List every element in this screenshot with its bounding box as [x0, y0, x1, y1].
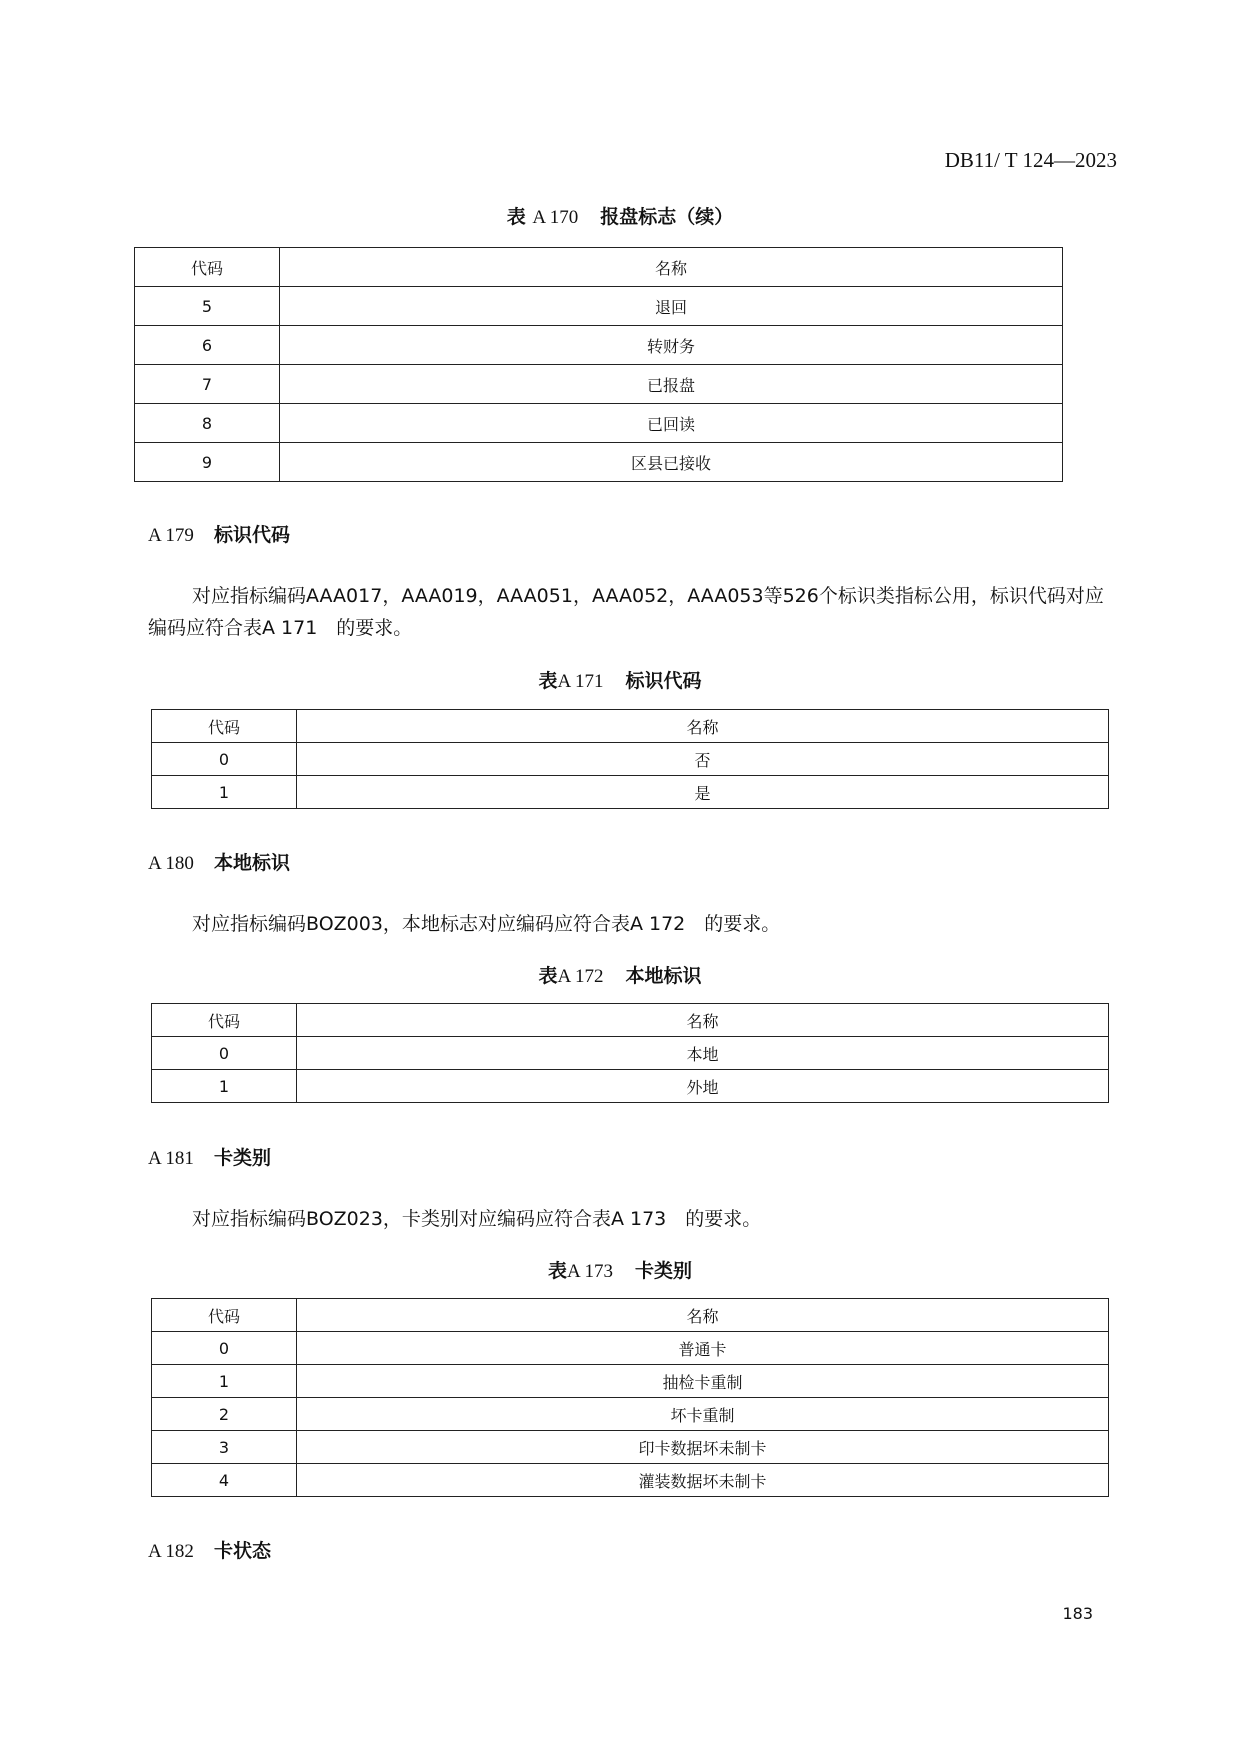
table-header-row — [152, 710, 1109, 743]
name-cell: 区县已接收 — [280, 443, 1063, 482]
table-row — [152, 776, 1109, 809]
table-row — [152, 1070, 1109, 1103]
section-a182-number: A 182 — [148, 1541, 194, 1562]
section-a179-title: 标识代码 — [213, 524, 290, 546]
column-header-name: 名称 — [297, 1004, 1109, 1037]
column-header-code: 代码 — [152, 710, 297, 743]
name-cell: 印卡数据坏未制卡 — [297, 1431, 1109, 1464]
code-cell: 6 — [135, 326, 280, 365]
table-row — [135, 443, 1063, 482]
table-a172-caption — [0, 961, 1240, 988]
table-row — [152, 1037, 1109, 1070]
code-cell: 5 — [135, 287, 280, 326]
code-cell: 1 — [152, 776, 297, 809]
table-row — [135, 287, 1063, 326]
code-cell: 0 — [152, 1332, 297, 1365]
section-a179-number: A 179 — [148, 525, 194, 546]
section-a181-paragraph: 对应指标编码BOZ023，卡类别对应编码应符合表A 173 的要求。 — [192, 1208, 762, 1230]
column-header-name: 名称 — [297, 710, 1109, 743]
table-a171-caption-prefix: 表 — [538, 670, 558, 692]
table-row — [152, 1431, 1109, 1464]
table-a173-caption-prefix: 表 — [548, 1260, 568, 1282]
table-a172-caption-prefix: 表 — [538, 965, 558, 987]
name-cell: 是 — [297, 776, 1109, 809]
table-header-row — [152, 1004, 1109, 1037]
name-cell: 灌装数据坏未制卡 — [297, 1464, 1109, 1497]
table-a172-caption-title: 本地标识 — [625, 965, 702, 987]
section-a182-title: 卡状态 — [213, 1540, 271, 1562]
table-a173-caption — [0, 1256, 1240, 1283]
section-a179-paragraph: 对应指标编码AAA017，AAA019，AAA051，AAA052，AAA053等526个标识类指标公用，标识代码对应编码应符合表A 171 的要求。 — [148, 585, 1104, 639]
table-a170-caption-title: 报盘标志（续） — [600, 206, 734, 228]
section-a181-heading — [148, 1143, 271, 1170]
code-cell: 2 — [152, 1398, 297, 1431]
table-row — [135, 404, 1063, 443]
section-a182-heading — [148, 1536, 271, 1563]
name-cell: 已回读 — [280, 404, 1063, 443]
code-cell: 1 — [152, 1070, 297, 1103]
name-cell: 退回 — [280, 287, 1063, 326]
code-cell: 3 — [152, 1431, 297, 1464]
code-cell: 0 — [152, 743, 297, 776]
section-a179-heading — [148, 520, 290, 547]
table-a170 — [134, 247, 1063, 482]
code-cell: 8 — [135, 404, 280, 443]
table-a172 — [151, 1003, 1109, 1103]
section-a180-heading — [148, 848, 290, 875]
code-cell: 1 — [152, 1365, 297, 1398]
section-a181-title: 卡类别 — [213, 1147, 271, 1169]
table-a171 — [151, 709, 1109, 809]
table-a170-caption-prefix: 表 — [506, 206, 526, 228]
name-cell: 转财务 — [280, 326, 1063, 365]
document-id: DB11/ T 124—2023 — [944, 148, 1117, 172]
name-cell: 否 — [297, 743, 1109, 776]
name-cell: 抽检卡重制 — [297, 1365, 1109, 1398]
section-a180-number: A 180 — [148, 853, 194, 874]
section-a181-number: A 181 — [148, 1148, 194, 1169]
table-row — [152, 1464, 1109, 1497]
table-a173-caption-title: 卡类别 — [634, 1260, 692, 1282]
table-a173 — [151, 1298, 1109, 1497]
table-header-row — [152, 1299, 1109, 1332]
code-cell: 9 — [135, 443, 280, 482]
table-row — [135, 365, 1063, 404]
table-row — [152, 1332, 1109, 1365]
section-a180-paragraph: 对应指标编码BOZ003，本地标志对应编码应符合表A 172 的要求。 — [192, 913, 781, 935]
table-a171-caption-title: 标识代码 — [625, 670, 702, 692]
code-cell: 7 — [135, 365, 280, 404]
table-row — [152, 1365, 1109, 1398]
table-a170-caption — [0, 202, 1240, 229]
column-header-name: 名称 — [280, 248, 1063, 287]
table-a170-caption-number: A 170 — [532, 207, 579, 228]
column-header-code: 代码 — [135, 248, 280, 287]
table-a171-caption — [0, 666, 1240, 693]
name-cell: 外地 — [297, 1070, 1109, 1103]
column-header-code: 代码 — [152, 1004, 297, 1037]
page-number: 183 — [1062, 1604, 1093, 1623]
table-row — [135, 326, 1063, 365]
table-header-row — [135, 248, 1063, 287]
name-cell: 本地 — [297, 1037, 1109, 1070]
table-row — [152, 743, 1109, 776]
column-header-code: 代码 — [152, 1299, 297, 1332]
table-a173-caption-number: A 173 — [567, 1261, 613, 1282]
name-cell: 坏卡重制 — [297, 1398, 1109, 1431]
code-cell: 0 — [152, 1037, 297, 1070]
section-a180-title: 本地标识 — [213, 852, 290, 874]
table-row — [152, 1398, 1109, 1431]
name-cell: 普通卡 — [297, 1332, 1109, 1365]
name-cell: 已报盘 — [280, 365, 1063, 404]
table-a171-caption-number: A 171 — [557, 671, 604, 692]
table-a172-caption-number: A 172 — [557, 966, 604, 987]
column-header-name: 名称 — [297, 1299, 1109, 1332]
code-cell: 4 — [152, 1464, 297, 1497]
